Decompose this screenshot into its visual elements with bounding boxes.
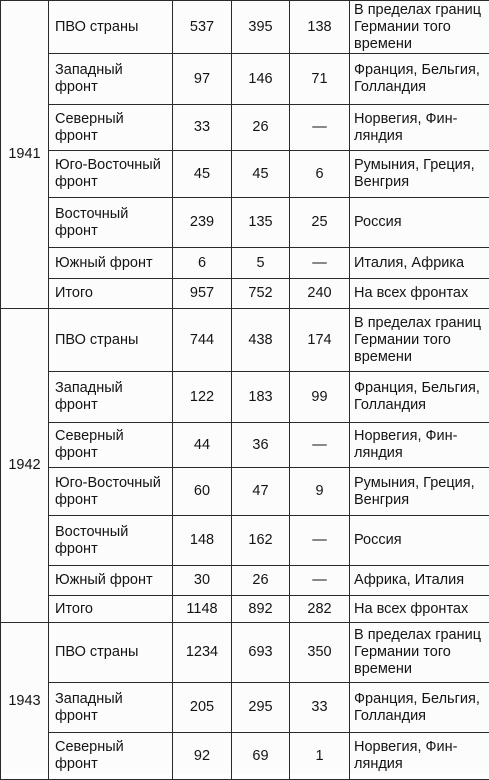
value-cell-c: — (290, 566, 350, 596)
value-cell-b: 45 (232, 151, 290, 198)
region-note-cell: В пределах границ Германии того времени (350, 1, 489, 54)
value-cell-b: 26 (232, 105, 290, 151)
front-name-cell: ПВО страны (49, 309, 173, 372)
region-note-cell: Франция, Бельгия, Голландия (350, 54, 489, 105)
value-cell-a: 122 (173, 372, 232, 423)
table-row (1, 468, 489, 516)
value-cell-a: 537 (173, 1, 232, 54)
table-row (1, 309, 489, 372)
table-row (1, 54, 489, 105)
table-row (1, 516, 489, 566)
front-name-cell: Юго-Восточный фронт (49, 468, 173, 516)
table-row (1, 248, 489, 279)
table-row (1, 683, 489, 733)
front-name-cell: Итого (49, 279, 173, 309)
value-cell-b: 5 (232, 248, 290, 279)
value-cell-c: 138 (290, 1, 350, 54)
front-name-cell: Южный фронт (49, 566, 173, 596)
value-cell-b: 69 (232, 733, 290, 780)
front-name-cell: Юго-Восточный фронт (49, 151, 173, 198)
value-cell-c: — (290, 516, 350, 566)
front-name-cell: ПВО страны (49, 623, 173, 683)
value-cell-c: — (290, 105, 350, 151)
table-row (1, 596, 489, 623)
value-cell-c: 25 (290, 198, 350, 248)
value-cell-b: 752 (232, 279, 290, 309)
front-name-cell: Северный фронт (49, 423, 173, 468)
value-cell-a: 44 (173, 423, 232, 468)
front-name-cell: Северный фронт (49, 733, 173, 780)
table-row (1, 566, 489, 596)
year-cell: 1943 (1, 623, 49, 780)
value-cell-a: 92 (173, 733, 232, 780)
region-note-cell: Италия, Африка (350, 248, 489, 279)
value-cell-c: 33 (290, 683, 350, 733)
value-cell-c: — (290, 423, 350, 468)
value-cell-b: 47 (232, 468, 290, 516)
value-cell-a: 60 (173, 468, 232, 516)
table-row (1, 733, 489, 780)
value-cell-c: 1 (290, 733, 350, 780)
value-cell-a: 97 (173, 54, 232, 105)
front-name-cell: Северный фронт (49, 105, 173, 151)
value-cell-c: 240 (290, 279, 350, 309)
year-cell: 1942 (1, 309, 49, 623)
table-row (1, 423, 489, 468)
region-note-cell: Румыния, Греция, Венгрия (350, 468, 489, 516)
value-cell-a: 205 (173, 683, 232, 733)
region-note-cell: Африка, Италия (350, 566, 489, 596)
front-name-cell: Западный фронт (49, 54, 173, 105)
value-cell-b: 135 (232, 198, 290, 248)
region-note-cell: На всех фронтах (350, 279, 489, 309)
value-cell-a: 33 (173, 105, 232, 151)
region-note-cell: Норвегия, Финляндия (350, 105, 489, 151)
table-row (1, 1, 489, 54)
region-note-cell: В пределах границ Германии того времени (350, 309, 489, 372)
value-cell-a: 239 (173, 198, 232, 248)
region-note-cell: На всех фронтах (350, 596, 489, 623)
value-cell-b: 36 (232, 423, 290, 468)
value-cell-b: 146 (232, 54, 290, 105)
value-cell-c: 9 (290, 468, 350, 516)
value-cell-b: 26 (232, 566, 290, 596)
table-row (1, 279, 489, 309)
value-cell-a: 30 (173, 566, 232, 596)
table-body (1, 1, 489, 780)
value-cell-a: 957 (173, 279, 232, 309)
value-cell-c: 6 (290, 151, 350, 198)
front-name-cell: Западный фронт (49, 683, 173, 733)
value-cell-b: 892 (232, 596, 290, 623)
table-row (1, 372, 489, 423)
value-cell-a: 45 (173, 151, 232, 198)
front-name-cell: Южный фронт (49, 248, 173, 279)
value-cell-b: 438 (232, 309, 290, 372)
front-name-cell: ПВО страны (49, 1, 173, 54)
front-name-cell: Восточный фронт (49, 198, 173, 248)
value-cell-c: 71 (290, 54, 350, 105)
value-cell-c: — (290, 248, 350, 279)
value-cell-b: 395 (232, 1, 290, 54)
value-cell-b: 162 (232, 516, 290, 566)
value-cell-a: 1148 (173, 596, 232, 623)
value-cell-c: 282 (290, 596, 350, 623)
value-cell-b: 295 (232, 683, 290, 733)
table-row (1, 623, 489, 683)
region-note-cell: Россия (350, 516, 489, 566)
front-name-cell: Восточный фронт (49, 516, 173, 566)
region-note-cell: Норвегия, Финляндия (350, 733, 489, 780)
value-cell-c: 350 (290, 623, 350, 683)
region-note-cell: Россия (350, 198, 489, 248)
table-row (1, 198, 489, 248)
value-cell-b: 183 (232, 372, 290, 423)
value-cell-a: 1234 (173, 623, 232, 683)
front-name-cell: Итого (49, 596, 173, 623)
front-name-cell: Западный фронт (49, 372, 173, 423)
region-note-cell: В пределах границ Германии того времени (350, 623, 489, 683)
year-cell: 1941 (1, 1, 49, 309)
table-row (1, 105, 489, 151)
value-cell-c: 99 (290, 372, 350, 423)
value-cell-a: 744 (173, 309, 232, 372)
value-cell-a: 6 (173, 248, 232, 279)
value-cell-b: 693 (232, 623, 290, 683)
region-note-cell: Франция, Бельгия, Голландия (350, 372, 489, 423)
value-cell-a: 148 (173, 516, 232, 566)
table-row (1, 151, 489, 198)
region-note-cell: Норвегия, Финляндия (350, 423, 489, 468)
value-cell-c: 174 (290, 309, 350, 372)
region-note-cell: Румыния, Греция, Венгрия (350, 151, 489, 198)
region-note-cell: Франция, Бельгия, Голландия (350, 683, 489, 733)
